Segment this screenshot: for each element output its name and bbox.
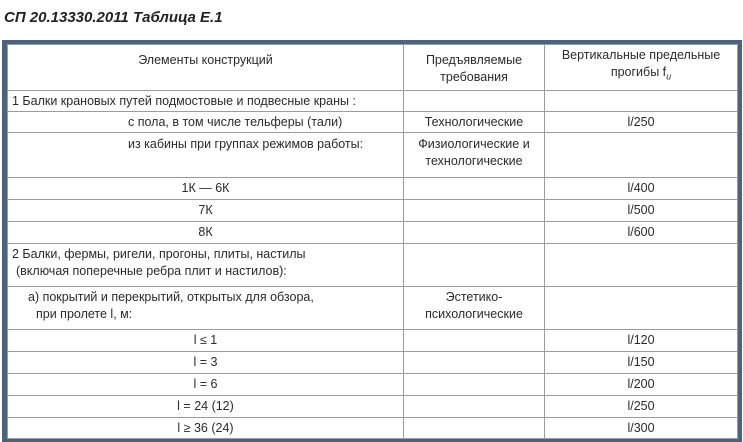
header-elements: Элементы конструкций — [8, 45, 404, 91]
row7-element-line2: (включая поперечные ребра плит и настилов): — [16, 264, 287, 278]
header-deflection — [545, 45, 738, 91]
header-requirements — [404, 45, 545, 91]
row1-element: 1 Балки крановых путей подмостовые и подвесные краны : — [8, 91, 404, 112]
table-row — [8, 133, 738, 178]
row12-requirement — [404, 396, 545, 418]
row8-requirement — [404, 287, 545, 330]
row12-element: l = 24 (12) — [8, 396, 404, 418]
header-deflection-line2: прогибы f — [610, 65, 667, 79]
header-deflection-subscript: u — [666, 71, 672, 82]
page-title: СП 20.13330.2011 Таблица Е.1 — [4, 9, 223, 26]
row3-element: из кабины при группах режимов работы: — [8, 133, 404, 178]
row9-value: l/120 — [545, 330, 738, 352]
row7-element-line1: 2 Балки, фермы, ригели, прогоны, плиты, настилы — [12, 247, 306, 261]
row3-requirement-line1: Физиологические и — [418, 137, 530, 151]
table-frame — [2, 40, 742, 442]
row4-requirement — [404, 178, 545, 200]
row6-element: 8К — [8, 222, 404, 244]
table-row — [8, 91, 738, 112]
row13-requirement — [404, 418, 545, 439]
row8-element-line2: при пролете l, м: — [36, 307, 133, 321]
row9-requirement — [404, 330, 545, 352]
table-row — [8, 418, 738, 439]
row5-value: l/500 — [545, 200, 738, 222]
header-deflection-line1: Вертикальные предельные — [561, 48, 721, 62]
row1-requirement — [404, 91, 545, 112]
row5-element: 7К — [8, 200, 404, 222]
row1-value — [545, 91, 738, 112]
table-row — [8, 352, 738, 374]
row10-element: l = 3 — [8, 352, 404, 374]
row4-element: 1К — 6К — [8, 178, 404, 200]
header-requirements-line2: требования — [440, 70, 508, 84]
row11-requirement — [404, 374, 545, 396]
table-row — [8, 200, 738, 222]
row10-value: l/150 — [545, 352, 738, 374]
table-header-row — [8, 45, 738, 91]
row8-value — [545, 287, 738, 330]
row6-value: l/600 — [545, 222, 738, 244]
row2-value: l/250 — [545, 112, 738, 133]
row3-requirement — [404, 133, 545, 178]
row7-element — [8, 244, 404, 287]
row13-value: l/300 — [545, 418, 738, 439]
row3-value — [545, 133, 738, 178]
row10-requirement — [404, 352, 545, 374]
row2-element: с пола, в том числе тельферы (тали) — [8, 112, 404, 133]
row5-requirement — [404, 200, 545, 222]
table-row — [8, 178, 738, 200]
row8-requirement-line2: психологические — [425, 307, 523, 321]
row2-requirement: Технологические — [404, 112, 545, 133]
row12-value: l/250 — [545, 396, 738, 418]
row8-element — [8, 287, 404, 330]
table-row — [8, 287, 738, 330]
table-row — [8, 244, 738, 287]
row8-requirement-line1: Эстетико- — [445, 290, 503, 304]
row7-value — [545, 244, 738, 287]
row13-element: l ≥ 36 (24) — [8, 418, 404, 439]
row6-requirement — [404, 222, 545, 244]
row3-requirement-line2: технологические — [425, 154, 523, 168]
table-row — [8, 330, 738, 352]
row7-requirement — [404, 244, 545, 287]
row11-value: l/200 — [545, 374, 738, 396]
deflection-table — [7, 44, 738, 439]
table-row — [8, 396, 738, 418]
row11-element: l = 6 — [8, 374, 404, 396]
row4-value: l/400 — [545, 178, 738, 200]
table-row — [8, 112, 738, 133]
table-row — [8, 222, 738, 244]
row8-element-line1: а) покрытий и перекрытий, открытых для обзора, — [28, 290, 314, 304]
header-requirements-line1: Предъявляемые — [425, 53, 523, 67]
table-row — [8, 374, 738, 396]
row9-element: l ≤ 1 — [8, 330, 404, 352]
